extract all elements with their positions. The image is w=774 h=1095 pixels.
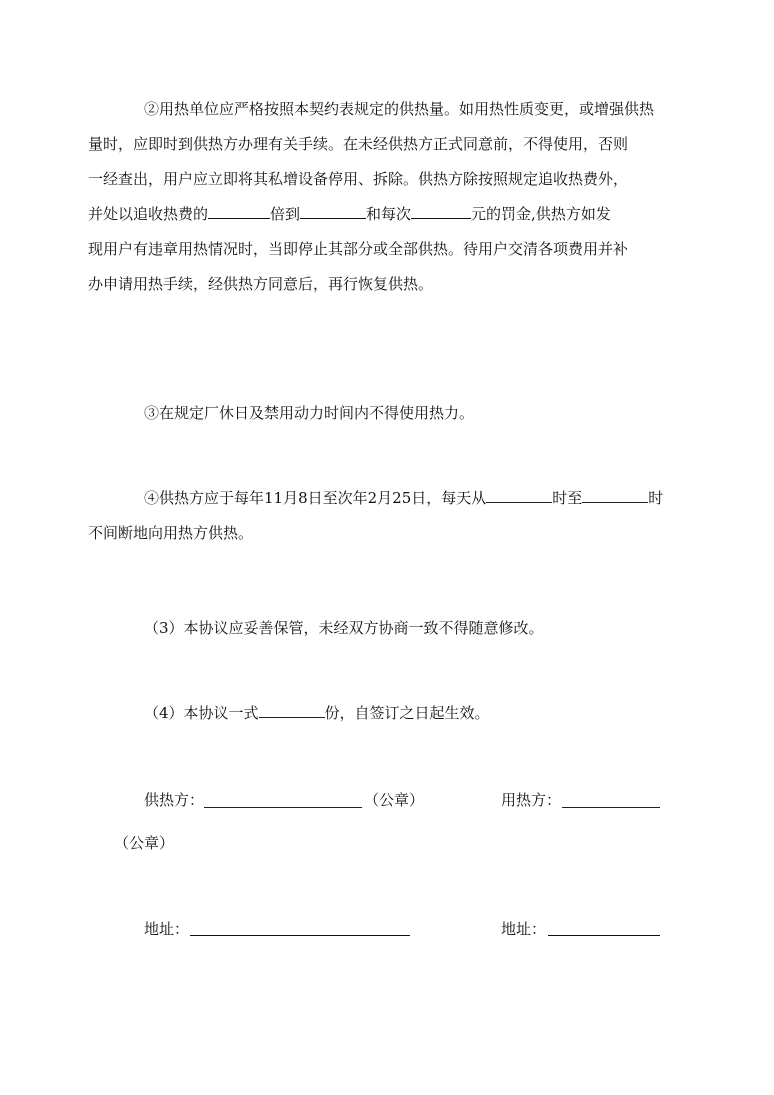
supplier-label: 供热方： xyxy=(144,791,205,809)
clause-3-text: ③在规定厂休日及禁用动力时间内不得使用热力。 xyxy=(144,404,475,422)
supplier-address-blank[interactable] xyxy=(190,919,410,936)
clause-2 xyxy=(88,92,660,302)
clause-4-text-period: ④供热方应于每年11月8日至次年2月25日，每天从 xyxy=(144,489,487,507)
clause-4-line-1 xyxy=(88,481,664,516)
clause-2-text-each-time: 和每次 xyxy=(366,205,412,223)
copies-count-blank[interactable] xyxy=(259,701,325,718)
clause-2-line-6: 办申请用热手续，经供热方同意后，再行恢复供热。 xyxy=(88,275,434,293)
supplier-address-label: 地址： xyxy=(144,920,190,938)
supplier-signature-blank[interactable] xyxy=(204,791,362,808)
clause-4-text-hour: 时 xyxy=(648,489,664,507)
clause-4-line-2: 不间断地向用热方供热。 xyxy=(88,524,254,542)
item-4-text-effective: 份，自签订之日起生效。 xyxy=(324,704,490,722)
fine-amount-blank[interactable] xyxy=(411,202,471,219)
start-hour-blank[interactable] xyxy=(486,486,552,503)
user-address-blank[interactable] xyxy=(548,919,660,936)
clause-2-text-times-to: 倍到 xyxy=(270,205,301,223)
clause-2-line-1: ②用热单位应严格按照本契约表规定的供热量。如用热性质变更，或增强供热 xyxy=(144,100,655,118)
user-signature-blank[interactable] xyxy=(562,791,660,808)
user-address-label: 地址： xyxy=(501,920,547,938)
clause-2-line-4 xyxy=(88,197,660,232)
item-3 xyxy=(88,611,660,646)
supplier-seal-label: （公章） xyxy=(364,791,425,809)
item-3-text: （3）本协议应妥善保管，未经双方协商一致不得随意修改。 xyxy=(144,619,544,637)
multiplier-from-blank[interactable] xyxy=(208,202,270,219)
clause-2-line-2: 量时，应即时到供热方办理有关手续。在未经供热方正式同意前，不得使用，否则 xyxy=(88,135,629,153)
item-4-line xyxy=(88,696,660,731)
clause-2-text-penalty-intro: 并处以追收热费的 xyxy=(88,205,209,223)
item-4 xyxy=(88,696,660,731)
clause-2-text-fine: 元的罚金,供热方如发 xyxy=(471,205,611,223)
clause-3 xyxy=(88,396,660,431)
clause-2-line-3: 一经查出，用户应立即将其私增设备停用、拆除。供热方除按照规定追收热费外， xyxy=(88,170,629,188)
user-label: 用热方： xyxy=(501,791,562,809)
end-hour-blank[interactable] xyxy=(582,486,648,503)
clause-2-line-5: 现用户有违章用热情况时，当即停止其部分或全部供热。待用户交清各项费用并补 xyxy=(88,240,629,258)
clause-4 xyxy=(88,481,664,551)
clause-4-text-to: 时至 xyxy=(552,489,583,507)
multiplier-to-blank[interactable] xyxy=(300,202,366,219)
user-seal-label: （公章） xyxy=(114,834,175,852)
item-4-text-copies-intro: （4）本协议一式 xyxy=(144,704,259,722)
